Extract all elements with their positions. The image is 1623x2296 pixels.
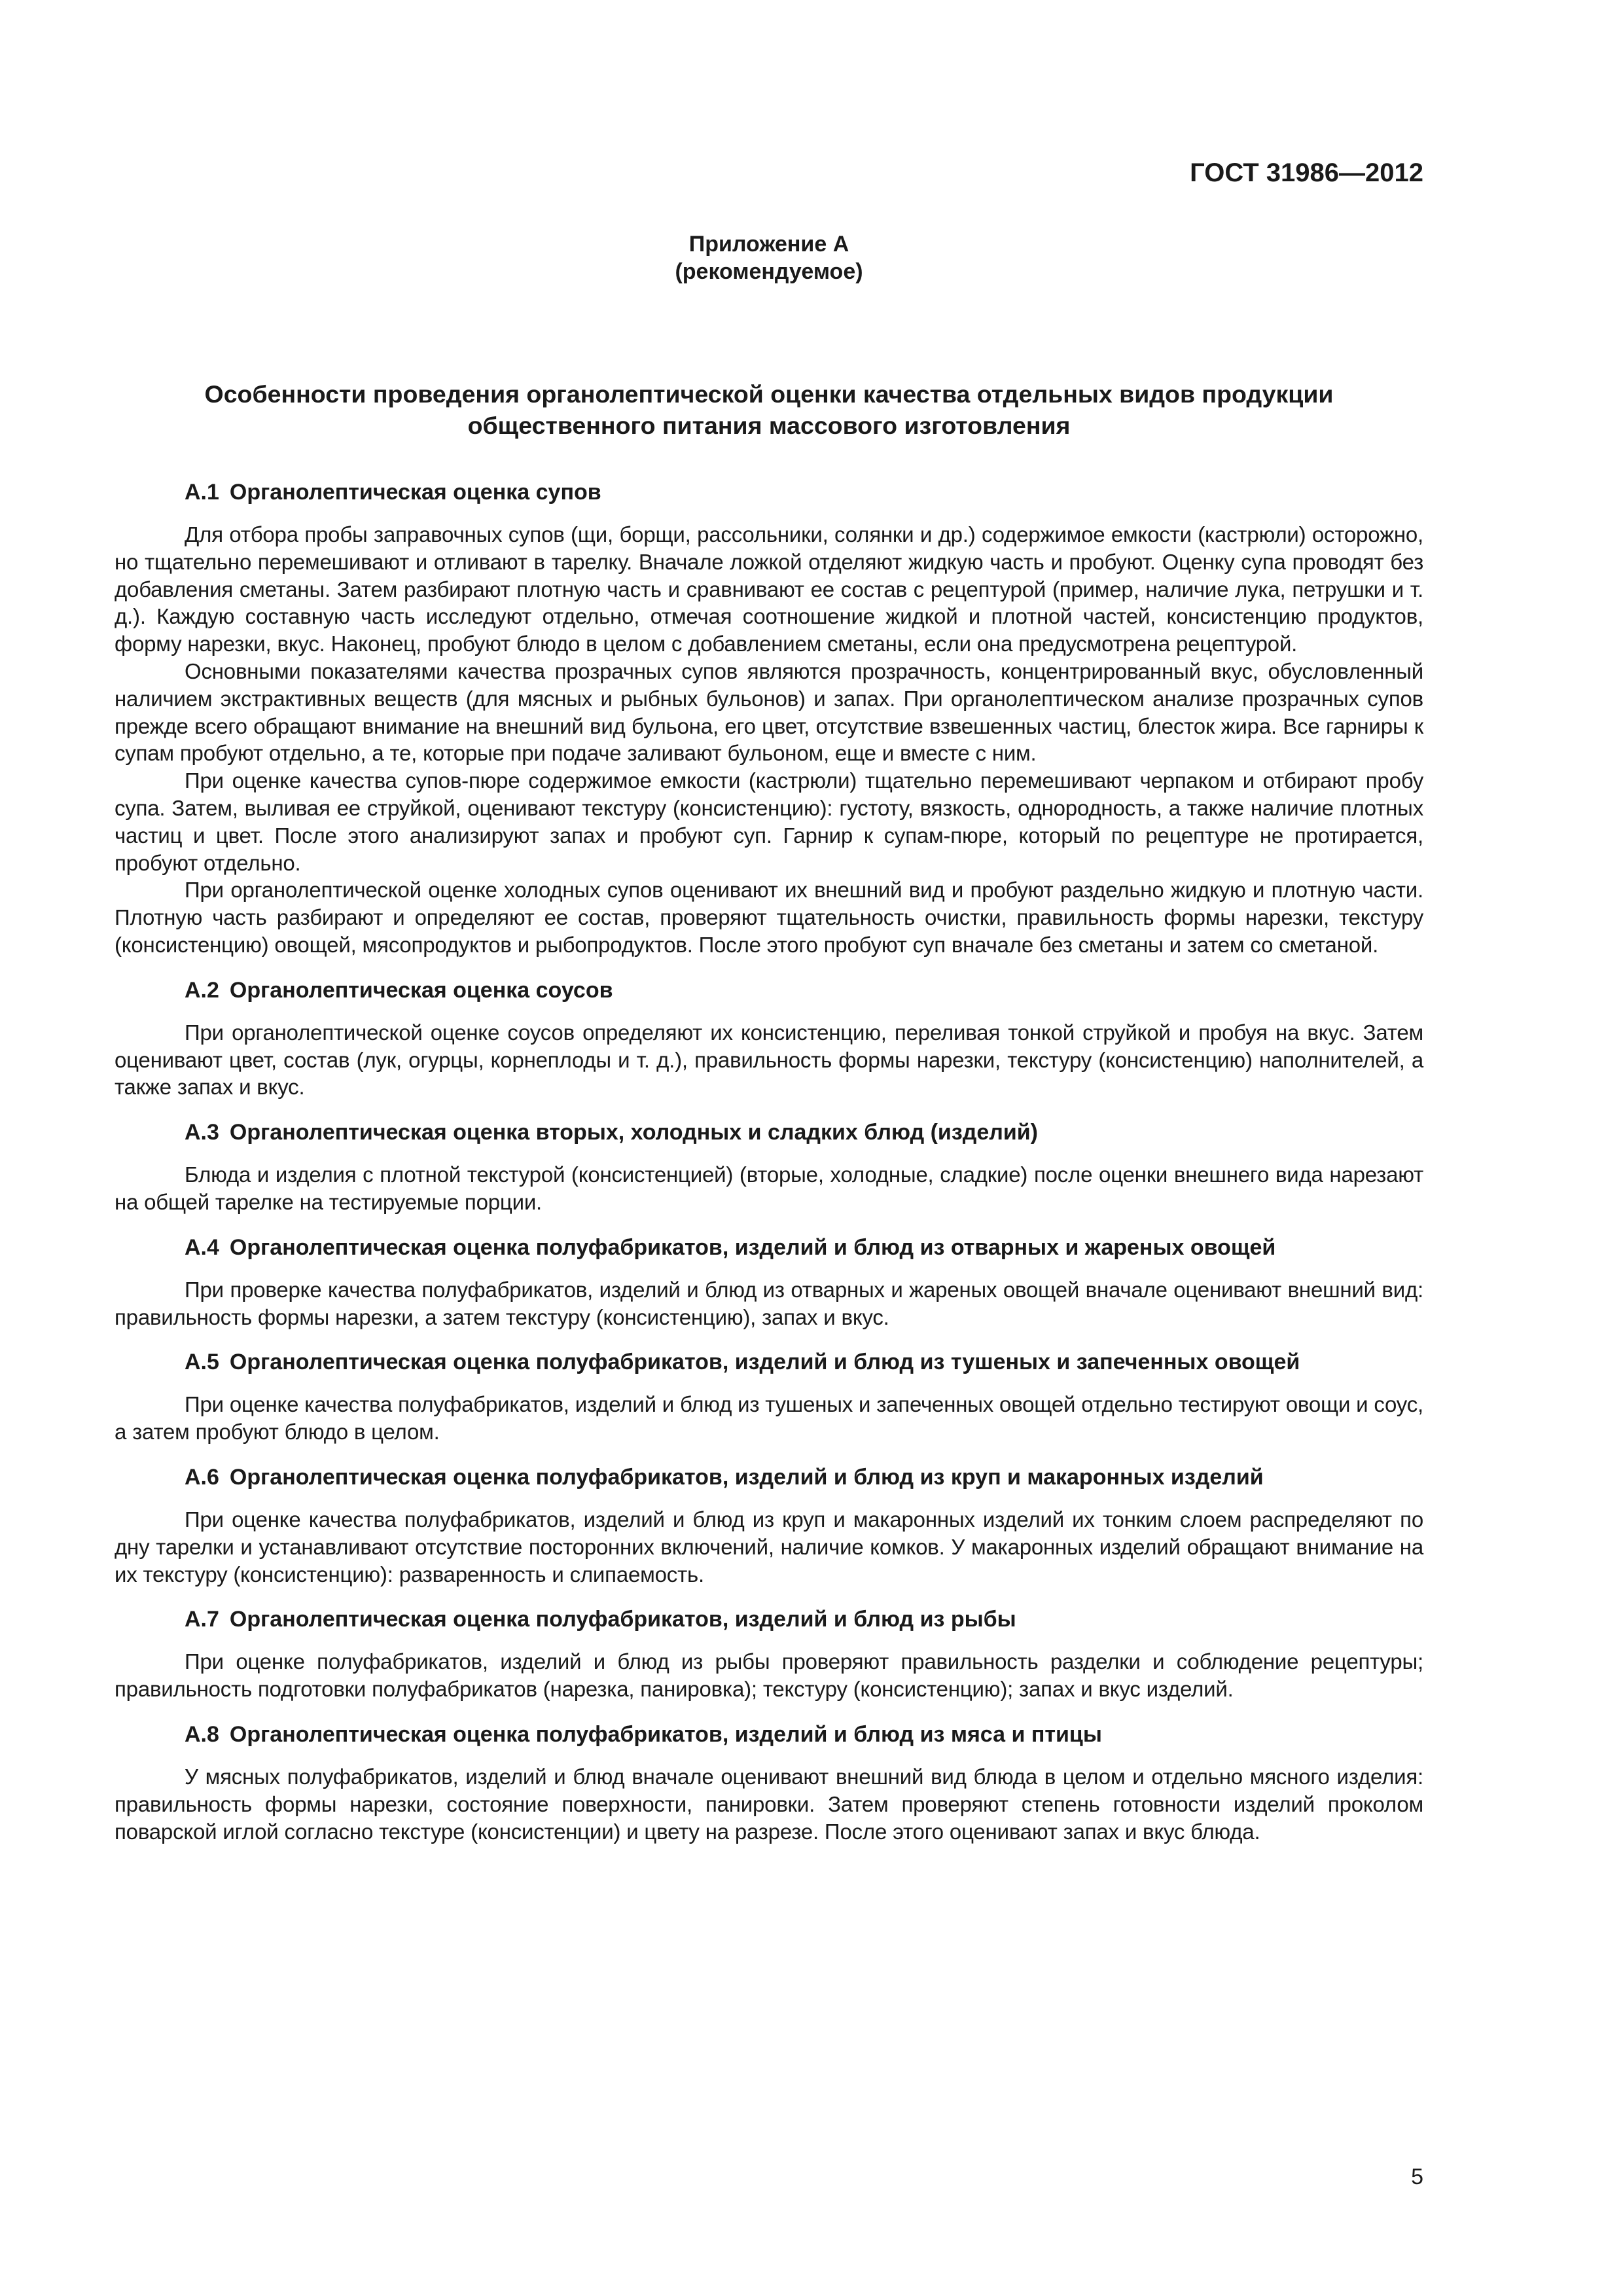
section-number: А.3 — [185, 1120, 219, 1145]
paragraph: При оценке полуфабрикатов, изделий и блюд из рыбы проверяют правильность разделки и соблюдение рецептуры; правильность подготовки полуфабрикатов (нарезка, панировка); текстуру (консистенцию); запах и вкус изделий. — [115, 1649, 1423, 1702]
section-heading — [115, 1233, 1423, 1262]
section-number: А.5 — [185, 1350, 219, 1375]
main-title-line-1: Особенности проведения органолептической оценки качества отдельных видов продукции — [204, 380, 1334, 408]
page-number: 5 — [1411, 2164, 1423, 2189]
document-code: ГОСТ 31986—2012 — [1190, 158, 1423, 187]
section-heading — [115, 1605, 1423, 1634]
section-number: А.2 — [185, 977, 219, 1003]
section-title: Органолептическая оценка полуфабрикатов, изделий и блюд из тушеных и запеченных овощей — [229, 1350, 1300, 1375]
appendix-heading — [115, 230, 1423, 285]
section-heading — [115, 478, 1423, 507]
paragraph: При органолептической оценке соусов определяют их консистенцию, переливая тонкой струйкой и пробуя на вкус. Затем оценивают цвет, состав (лук, огурцы, корнеплоды и т. д.), правильность формы нарезки, текстуру (консистенцию) наполнителей, а также запах и вкус. — [115, 1020, 1423, 1100]
document-body — [115, 478, 1423, 1845]
section-title: Органолептическая оценка супов — [229, 480, 601, 505]
section-number: А.8 — [185, 1721, 219, 1747]
paragraph: При проверке качества полуфабрикатов, изделий и блюд из отварных и жареных овощей вначале оценивают внешний вид: правильность формы нарезки, а затем текстуру (консистенцию), запах и вкус. — [115, 1277, 1423, 1329]
paragraph: У мясных полуфабрикатов, изделий и блюд вначале оценивают внешний вид блюда в целом и отдельно мясного изделия: правильность формы нарезки, состояние поверхности, панировки. Затем проверяют степень готовности изделий проколом поварской иглой согласно текстуре (консистенции) и цвету на разрезе. После этого оценивают запах и вкус блюда. — [115, 1764, 1423, 1844]
section-heading — [115, 1720, 1423, 1749]
paragraph: При оценке качества полуфабрикатов, изделий и блюд из тушеных и запеченных овощей отдельно тестируют овощи и соус, а затем пробуют блюдо в целом. — [115, 1392, 1424, 1444]
section-title: Органолептическая оценка полуфабрикатов, изделий и блюд из отварных и жареных овощей — [229, 1234, 1276, 1260]
paragraph: Блюда и изделия с плотной текстурой (консистенцией) (вторые, холодные, сладкие) после оценки внешнего вида нарезают на общей тарелке на тестируемые порции. — [115, 1162, 1423, 1214]
paragraph: При оценке качества полуфабрикатов, изделий и блюд из круп и макаронных изделий их тонким слоем распределяют по дну тарелки и устанавливают отсутствие посторонних включений, наличие комков. У макаронных изделий обращают внимание на их текстуру (консистенцию): разваренность и слипаемость. — [115, 1507, 1423, 1587]
section-number: А.1 — [185, 480, 219, 505]
section-a5 — [115, 1348, 1423, 1446]
section-title: Органолептическая оценка вторых, холодных и сладких блюд (изделий) — [229, 1120, 1038, 1145]
paragraph: Для отбора пробы заправочных супов (щи, борщи, рассольники, солянки и др.) содержимое емкости (кастрюли) осторожно, но тщательно перемешивают и отливают в тарелку. Вначале ложкой отделяют жидкую часть и пробуют. Оценку супа проводят без добавления сметаны. Затем разбирают плотную часть и сравнивают ее состав с рецептурой (пример, наличие лука, петрушки и т. д.). Каждую составную часть исследуют отдельно, отмечая соотношение жидкой и плотной частей, консистенцию продуктов, форму нарезки, вкус. Наконец, пробуют блюдо в целом с добавлением сметаны, если она предусмотрена рецептурой. — [115, 522, 1423, 656]
section-number: А.7 — [185, 1607, 219, 1632]
section-title: Органолептическая оценка полуфабрикатов, изделий и блюд из мяса и птицы — [229, 1721, 1102, 1747]
section-heading — [115, 1348, 1423, 1376]
main-title-line-2: общественного питания массового изготовления — [467, 412, 1071, 439]
section-heading — [115, 976, 1423, 1005]
appendix-status: (рекомендуемое) — [675, 259, 863, 284]
section-a4 — [115, 1233, 1423, 1331]
section-heading — [115, 1463, 1423, 1492]
section-a3 — [115, 1118, 1423, 1216]
paragraph: При оценке качества супов-пюре содержимое емкости (кастрюли) тщательно перемешивают черпаком и отбирают пробу супа. Затем, выливая ее струйкой, оценивают текстуру (консистенцию): густоту, вязкость, однородность, а также наличие плотных частиц и цвет. После этого анализируют запах и пробуют суп. Гарнир к супам-пюре, который по рецептуре не протирается, пробуют отдельно. — [115, 768, 1423, 875]
section-a2 — [115, 976, 1423, 1101]
appendix-label: Приложение А — [688, 232, 849, 257]
document-page — [115, 0, 1423, 2296]
section-title: Органолептическая оценка полуфабрикатов, изделий и блюд из круп и макаронных изделий — [229, 1464, 1264, 1490]
paragraph: Основными показателями качества прозрачных супов являются прозрачность, концентрированный вкус, обусловленный наличием экстрактивных веществ (для мясных и рыбных бульонов) и запах. При органолептическом анализе прозрачных супов прежде всего обращают внимание на внешний вид бульона, его цвет, отсутствие взвешенных частиц, блесток жира. Все гарниры к супам пробуют отдельно, а те, которые при подаче заливают бульоном, еще и вместе с ним. — [115, 658, 1423, 766]
main-title — [115, 378, 1423, 441]
section-title: Органолептическая оценка соусов — [229, 977, 613, 1003]
section-heading — [115, 1118, 1423, 1147]
paragraph: При органолептической оценке холодных супов оценивают их внешний вид и пробуют раздельно жидкую и плотную части. Плотную часть разбирают и определяют ее состав, проверяют тщательность очистки, правильность формы нарезки, текстуру (консистенцию) овощей, мясопродуктов и рыбопродуктов. После этого пробуют суп вначале без сметаны и затем со сметаной. — [115, 878, 1423, 957]
section-a7 — [115, 1605, 1423, 1703]
section-a8 — [115, 1720, 1423, 1845]
section-title: Органолептическая оценка полуфабрикатов, изделий и блюд из рыбы — [229, 1607, 1016, 1632]
section-a1 — [115, 478, 1423, 959]
section-a6 — [115, 1463, 1423, 1588]
section-number: А.6 — [185, 1464, 219, 1490]
section-number: А.4 — [185, 1234, 219, 1260]
